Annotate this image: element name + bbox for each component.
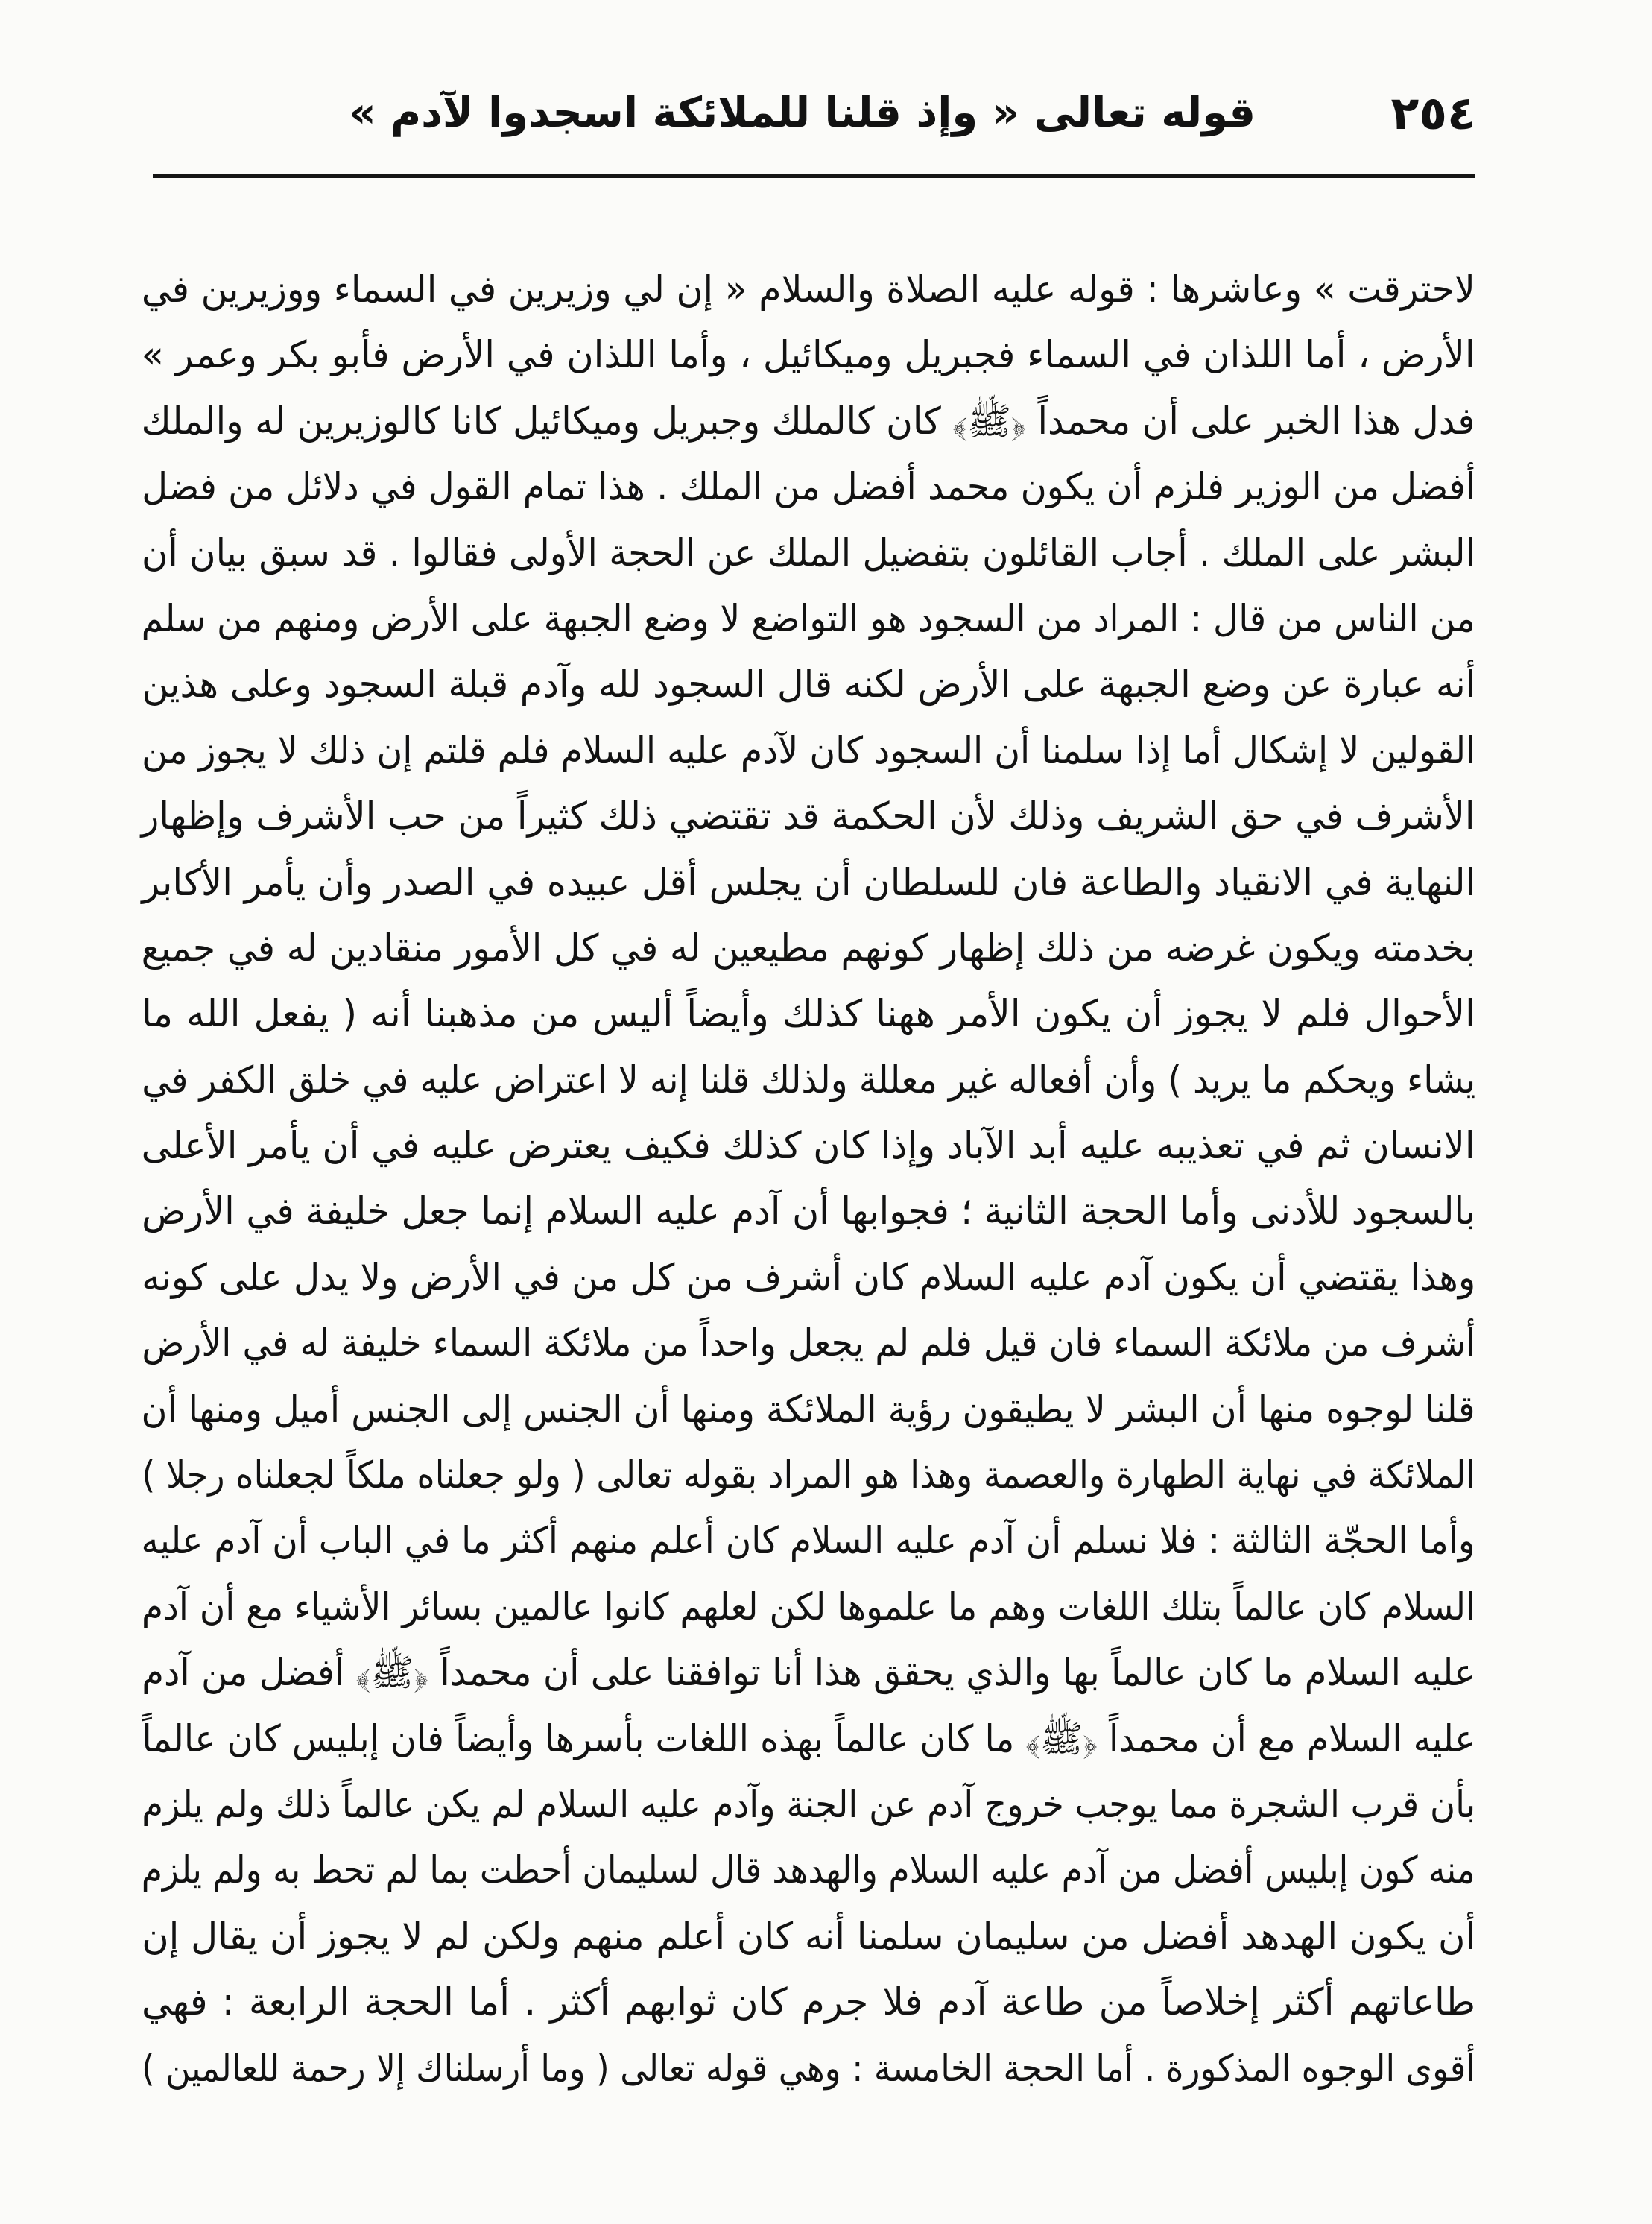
text-line	[142, 1772, 1475, 1837]
text-line-content: فدل هذا الخبر على أن محمداً ﴿ﷺ﴾ كان كالملك وجبريل وميكائيل كانا كالوزيرين له والملك	[142, 399, 1475, 443]
text-line-content: القولين لا إشكال أما إذا سلمنا أن السجود كان لآدم عليه السلام فلم قلتم إن ذلك لا يجوز من	[142, 728, 1475, 772]
text-line	[142, 2035, 1475, 2101]
text-line-content: أشرف من ملائكة السماء فان قيل فلم لم يجعل واحداً من ملائكة السماء خليفة له في الأرض	[142, 1321, 1475, 1365]
text-line-content: يشاء ويحكم ما يريد ) وأن أفعاله غير معللة ولذلك قلنا إنه لا اعتراض عليه في خلق الكفر في	[142, 1058, 1475, 1102]
text-line	[142, 718, 1475, 783]
text-line-content: أقوى الوجوه المذكورة . أما الحجة الخامسة : وهي قوله تعالى ( وما أرسلناك إلا رحمة للعالمين )	[142, 2046, 1475, 2090]
text-line-content: الأحوال فلم لا يجوز أن يكون الأمر ههنا كذلك وأيضاً أليس من مذهبنا أنه ( يفعل الله ما	[142, 992, 1475, 1036]
text-line	[142, 1837, 1475, 1903]
text-line-content: أن يكون الهدهد أفضل من سليمان سلمنا أنه كان أعلم منهم ولكن لم لا يجوز أن يقال إن	[142, 1914, 1475, 1958]
text-line-content: الملائكة في نهاية الطهارة والعصمة وهذا هو المراد بقوله تعالى ( ولو جعلناه ملكاً لجعلناه رجلا )	[142, 1453, 1475, 1497]
text-line	[142, 1904, 1475, 1969]
text-line	[142, 915, 1475, 981]
text-line-content: الانسان ثم في تعذيبه عليه أبد الآباد وإذا كان كذلك فكيف يعترض عليه في أن يأمر الأعلى	[142, 1124, 1475, 1168]
text-line	[142, 1508, 1475, 1573]
text-line-content: بأن قرب الشجرة مما يوجب خروج آدم عن الجنة وآدم عليه السلام لم يكن عالماً ذلك ولم يلزم	[142, 1782, 1475, 1826]
text-line-content: البشر على الملك . أجاب القائلون بتفضيل الملك عن الحجة الأولى فقالوا . قد سبق بيان أن	[142, 531, 1475, 575]
text-line-content: بخدمته ويكون غرضه من ذلك إظهار كونهم مطيعين له في كل الأمور منقادين له في جميع	[142, 926, 1475, 970]
text-line	[142, 322, 1475, 388]
body-text	[142, 256, 1475, 2101]
text-line-content: لاحترقت » وعاشرها : قوله عليه الصلاة والسلام « إن لي وزيرين في السماء ووزيرين في	[142, 268, 1475, 311]
text-line-content: منه كون إبليس أفضل من آدم عليه السلام والهدهد قال لسليمان أحطت بما لم تحط به ولم يلزم	[142, 1848, 1475, 1892]
text-line	[142, 1574, 1475, 1640]
text-line	[142, 586, 1475, 651]
text-line-content: النهاية في الانقياد والطاعة فان للسلطان أن يجلس أقل عبيده في الصدر وأن يأمر الأكابر	[142, 860, 1475, 904]
text-line	[142, 981, 1475, 1046]
text-line	[142, 454, 1475, 519]
text-line	[142, 1377, 1475, 1442]
text-line	[142, 1245, 1475, 1310]
text-line	[142, 388, 1475, 454]
text-line-content: أفضل من الوزير فلزم أن يكون محمد أفضل من الملك . هذا تمام القول في دلائل من فضل	[142, 465, 1475, 509]
text-line	[142, 256, 1475, 322]
text-line-content: قلنا لوجوه منها أن البشر لا يطيقون رؤية الملائكة ومنها أن الجنس إلى الجنس أميل ومنها أن	[142, 1387, 1475, 1431]
text-line	[142, 1310, 1475, 1376]
text-line-content: بالسجود للأدنى وأما الحجة الثانية ؛ فجوابها أن آدم عليه السلام إنما جعل خليفة في الأرض	[142, 1190, 1475, 1233]
page-number: ٢٥٤	[1390, 86, 1475, 140]
text-line	[142, 1442, 1475, 1508]
text-line-content: السلام كان عالماً بتلك اللغات وهم ما علموها لكن لعلهم كانوا عالمين بسائر الأشياء مع أن آدم	[142, 1585, 1475, 1628]
text-line-content: الأشرف في حق الشريف وذلك لأن الحكمة قد تقتضي ذلك كثيراً من حب الأشرف وإظهار	[142, 794, 1475, 838]
text-line-content: عليه السلام ما كان عالماً بها والذي يحقق هذا أنا توافقنا على أن محمداً ﴿ﷺ﴾ أفضل من آدم	[142, 1651, 1475, 1695]
text-line	[142, 520, 1475, 586]
text-line	[142, 1969, 1475, 2035]
text-line-content: من الناس من قال : المراد من السجود هو التواضع لا وضع الجبهة على الأرض ومنهم من سلم	[142, 596, 1475, 640]
running-header-title: قوله تعالى « وإذ قلنا للملائكة اسجدوا لآدم »	[349, 89, 1256, 137]
text-line	[142, 1640, 1475, 1705]
text-line	[142, 850, 1475, 915]
text-line-content: الأرض ، أما اللذان في السماء فجبريل وميكائيل ، وأما اللذان في الأرض فأبو بكر وعمر »	[142, 333, 1475, 377]
text-line	[142, 1706, 1475, 1772]
text-line-content: وهذا يقتضي أن يكون آدم عليه السلام كان أشرف من كل من في الأرض ولا يدل على كونه	[142, 1255, 1475, 1299]
text-line	[142, 1178, 1475, 1244]
text-line	[142, 1047, 1475, 1113]
text-line	[142, 1113, 1475, 1178]
text-line	[142, 783, 1475, 849]
text-line-content: عليه السلام مع أن محمداً ﴿ﷺ﴾ ما كان عالماً بهذه اللغات بأسرها وأيضاً فان إبليس كان عالماً	[142, 1716, 1475, 1760]
text-line-content: طاعاتهم أكثر إخلاصاً من طاعة آدم فلا جرم كان ثوابهم أكثر . أما الحجة الرابعة : فهي	[142, 1980, 1475, 2024]
text-line	[142, 651, 1475, 717]
text-line-content: وأما الحجّة الثالثة : فلا نسلم أن آدم عليه السلام كان أعلم منهم أكثر ما في الباب أن آدم عليه	[142, 1519, 1475, 1563]
header-rule	[153, 174, 1475, 178]
text-line-content: أنه عبارة عن وضع الجبهة على الأرض لكنه قال السجود لله وآدم قبلة السجود وعلى هذين	[142, 663, 1475, 707]
